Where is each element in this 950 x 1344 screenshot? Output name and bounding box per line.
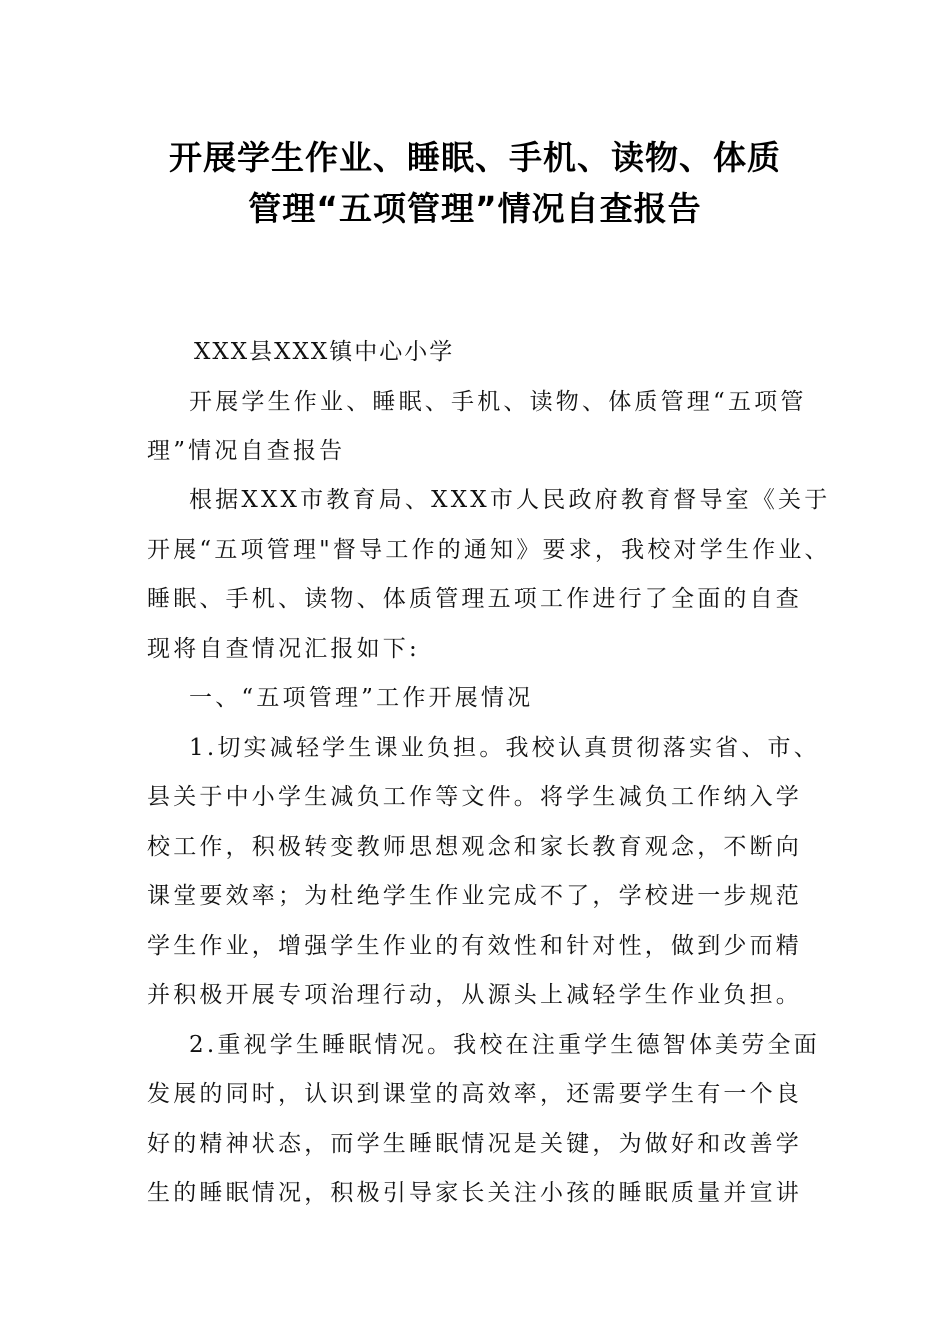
school-name: XXX县XXX镇中心小学 — [194, 339, 455, 365]
paragraph-line: 课堂要效率；为杜绝学生作业完成不了，学校进一步规范 — [147, 883, 802, 909]
paragraph-line: 理”情况自查报告 — [147, 438, 346, 464]
paragraph-line: 校工作，积极转变教师思想观念和家长教育观念，不断向 — [147, 834, 802, 860]
paragraph-line: 生的睡眠情况，积极引导家长关注小孩的睡眠质量并宣讲 — [147, 1180, 802, 1206]
paragraph-line: 并积极开展专项治理行动，从源头上减轻学生作业负担。 — [147, 982, 802, 1008]
paragraph-line: 2.重视学生睡眠情况。我校在注重学生德智体美劳全面 — [189, 1032, 820, 1058]
paragraph-line: 开展学生作业、睡眠、手机、读物、体质管理“五项管 — [189, 389, 807, 415]
paragraph-line: 1.切实减轻学生课业负担。我校认真贯彻落实省、市、 — [189, 735, 820, 761]
paragraph-line: 发展的同时，认识到课堂的高效率，还需要学生有一个良 — [147, 1081, 802, 1107]
paragraph-line: 根据XXX市教育局、XXX市人民政府教育督导室《关于 — [189, 487, 831, 513]
paragraph-line: 好的精神状态，而学生睡眠情况是关键，为做好和改善学 — [147, 1131, 802, 1157]
paragraph-line: 学生作业，增强学生作业的有效性和针对性，做到少而精 — [147, 933, 802, 959]
section-heading: 一、“五项管理”工作开展情况 — [189, 685, 534, 711]
document-title-line-1: 开展学生作业、睡眠、手机、读物、体质 — [169, 138, 781, 177]
paragraph-line: 现将自查情况汇报如下: — [147, 636, 420, 662]
paragraph-line: 开展“五项管理"督导工作的通知》要求，我校对学生作业、 — [147, 537, 831, 563]
paragraph-line: 县关于中小学生减负工作等文件。将学生减负工作纳入学 — [147, 784, 802, 810]
document-title-line-2: 管理“五项管理”情况自查报告 — [248, 189, 702, 228]
paragraph-line: 睡眠、手机、读物、体质管理五项工作进行了全面的自查 — [147, 586, 802, 612]
